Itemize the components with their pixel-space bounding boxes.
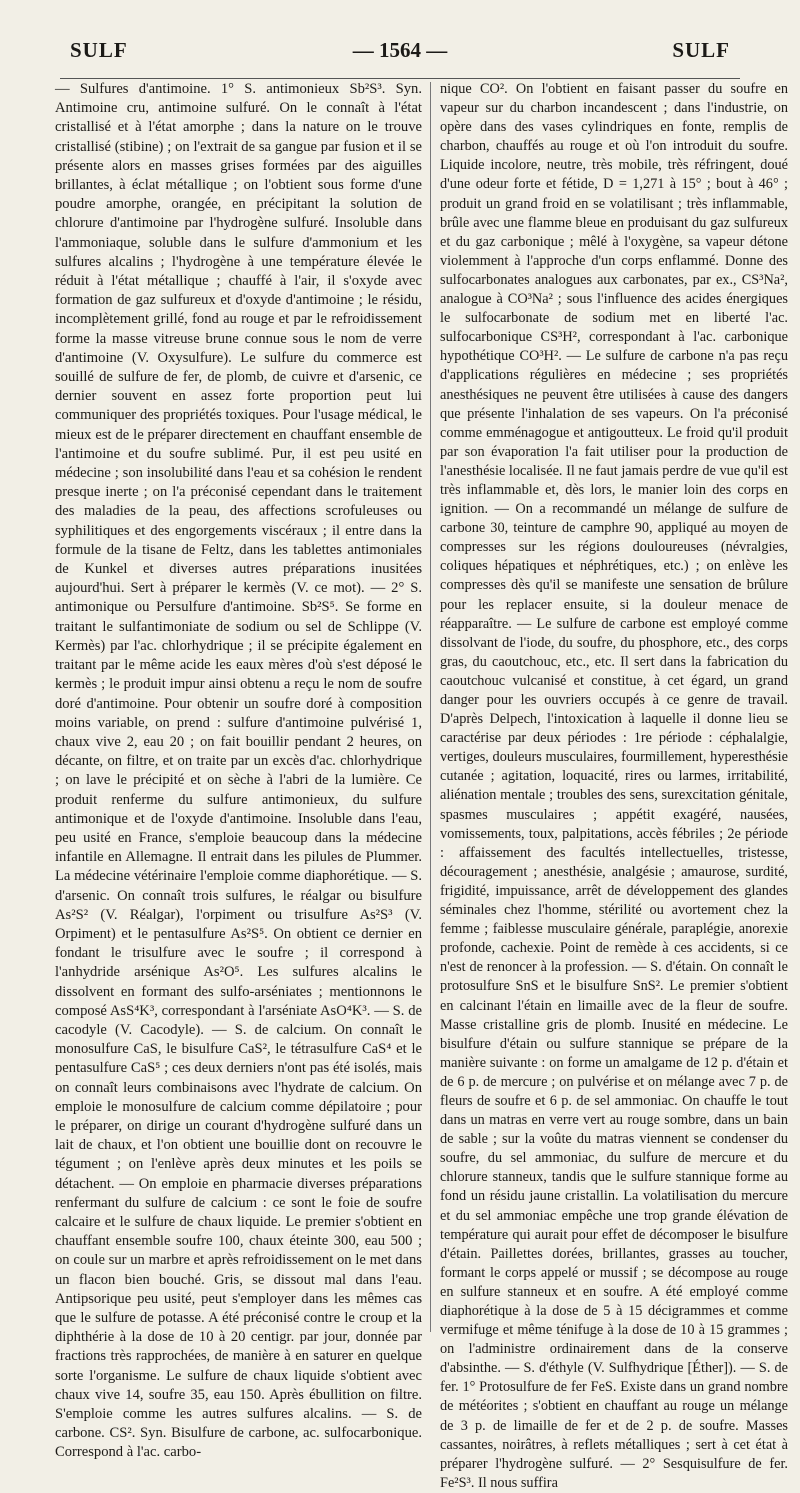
right-text-column <box>440 80 788 1491</box>
left-column-text: — Sulfures d'antimoine. 1° S. antimonieux Sb²S³. Syn. Antimoine cru, antimoine sulfuré. On le connaît à l'état cristallisé et à l'état amorphe ; dans la nature on le trouve cristallisé (stibine) ; on l'extrait de sa gangue par fusion et il se présente alors en masses grises formées par des aiguilles brillantes, à éclat métallique ; on l'obtient sous forme d'une poudre amorphe, orangée, en précipitant la solution de chlorure d'antimoine par l'hydrogène sulfuré. Insoluble dans l'ammoniaque, soluble dans le sulfure d'ammonium et les sulfures alcalins ; l'hydrogène à une température élevée le réduit à l'état métallique ; chauffé à l'air, il s'oxyde avec formation de gaz sulfureux et d'oxyde d'antimoine ; le résidu, incomplètement grillé, fond au rouge et par le refroidissement forme la masse vitreuse brune connue sous le nom de verre d'antimoine (V. Oxysulfure). Le sulfure du commerce est souillé de sulfure de fer, de plomb, de cuivre et d'arsenic, ce dernier souvent en assez forte proportion peut lui communiquer des propriétés toxiques. Pour l'usage médical, le mieux est de le préparer directement en chauffant ensemble de l'antimoine et du soufre sublimé. Pur, il est peu usité en médecine ; son insolubilité dans l'eau et sa cohésion le rendent presque inerte ; on l'a préconisé cependant dans le traitement des maladies de la peau, des affections scrofuleuses ou syphilitiques et des engorgements viscéraux ; il entre dans la formule de la tisane de Feltz, dans les tablettes antimoniales de Kunkel et diverses autres préparations inusitées aujourd'hui. Sert à préparer le kermès (V. ce mot). — 2° S. antimonique ou Persulfure d'antimoine. Sb²S⁵. Se forme en traitant le sulfantimoniate de sodium ou sel de Schlippe (V. Kermès) par l'ac. chlorhydrique ; il se précipite également en traitant par le même acide les eaux mères d'où s'est déposé le kermès ; le produit impur ainsi obtenu a reçu le nom de soufre doré d'antimoine. Pour obtenir un soufre doré à composition moins variable, on prend : sulfure d'antimoine pulvérisé 1, chaux vive 2, eau 20 ; on fait bouillir pendant 2 heures, on décante, on filtre, et on traite par un excès d'ac. chlorhydrique ; on lave le précipité et on sèche à l'abri de la lumière. Ce produit renferme du sulfure antimonieux, du sulfure antimonique et de l'oxyde d'antimoine. Insoluble dans l'eau, peu usité en France, s'emploie beaucoup dans la médecine infantile en Allemagne. Il entrait dans les pilules de Plummer. La médecine vétérinaire l'emploie comme diaphorétique. — S. d'arsenic. On connaît trois sulfures, le réalgar ou bisulfure As²S² (V. Réalgar), l'orpiment ou trisulfure As²S³ (V. Orpiment) et le pentasulfure As²S⁵. On obtient ce dernier en fondant le trisulfure avec le soufre ; il correspond à l'anhydride arsénique As²O⁵. Les sulfures alcalins le dissolvent en formant des sulfo-arséniates ; mentionnons le composé AsS⁴K³, correspondant à l'arséniate AsO⁴K³. — S. de cacodyle (V. Cacodyle). — S. de calcium. On connaît le monosulfure CaS, le bisulfure CaS², le tétrasulfure CaS⁴ et le pentasulfure CaS⁵ ; ces deux derniers n'ont pas été isolés, mais on connaît leurs combinaisons avec l'hydrate de calcium. On emploie le monosulfure de calcium comme dépilatoire ; pour le préparer, on dirige un courant d'hydrogène sulfuré dans un lait de chaux, et l'on obtient une bouillie dont on recouvre le tégument ; on l'enlève après deux minutes et les poils se détachent. — On emploie en pharmacie diverses préparations renfermant du sulfure de calcium : ce sont le foie de soufre calcaire et le sulfure de chaux liquide. Le premier s'obtient en chauffant ensemble soufre 100, chaux éteinte 300, eau 500 ; on coule sur un marbre et après refroidissement on le met dans un flacon bien bouché. Gris, se dissout mal dans l'eau. Antipsorique peu usité, peut s'employer dans les mêmes cas que le sulfure de potasse. A été préconisé contre le croup et la diphthérie à la dose de 10 à 20 centigr. par jour, donnée par fractions très rapprochées, de manière à en saturer en quelque sorte l'organisme. Le sulfure de chaux liquide s'obtient avec chaux vive 14, soufre 35, eau 150. Après ébullition on filtre. S'emploie comme les autres sulfures alcalins. — S. de carbone. CS². Syn. Bisulfure de carbone, ac. sulfocarbonique. Correspond à l'ac. carbo- <box>55 81 422 1461</box>
header-running-title-right: SULF <box>672 38 730 62</box>
column-divider <box>430 82 431 1332</box>
page-header <box>60 38 740 79</box>
header-running-title-left: SULF <box>70 38 128 62</box>
right-column-text: nique CO². On l'obtient en faisant passer du soufre en vapeur sur du charbon incandescent ; dans l'industrie, on opère dans des vases cylindriques en fonte, remplis de charbon, chauffés au rouge et où l'on introduit du soufre. Liquide incolore, neutre, très mobile, très réfringent, doué d'une odeur forte et fétide, D = 1,271 à 15° ; bout à 46° ; produit un grand froid en se volatilisant ; très inflammable, brûle avec une flamme bleue en produisant du gaz sulfureux et du gaz carbonique ; mêlé à l'oxygène, sa vapeur détone violemment à l'approche d'un corps enflammé. Donne des sulfocarbonates analogues aux carbonates, par ex., CS³Na², analogue à CO³Na² ; sous l'influence des acides énergiques le sulfocarbonate de sodium met en liberté l'ac. sulfocarbonique CS³H², correspondant à l'ac. carbonique hypothétique CO³H². — Le sulfure de carbone n'a pas reçu d'applications régulières en médecine ; ses propriétés anesthésiques ne peuvent être utilisées à cause des dangers que présente l'inhalation de ses vapeurs. On l'a préconisé comme emménagogue et antigoutteux. Le froid qu'il produit par son évaporation l'a fait utiliser pour la production de l'anesthésie localisée. Il ne faut jamais perdre de vue qu'il est très inflammable et, dès lors, le manier loin des corps en ignition. — On a recommandé un mélange de sulfure de carbone 30, teinture de camphre 90, appliqué au moyen de compresses sur les régions douloureuses (névralgies, coliques hépatiques et néphrétiques, etc.) ; on enlève les compresses dès qu'il se manifeste une sensation de brûlure pour les replacer ensuite, si la douleur menace de réapparaître. — Le sulfure de carbone est employé comme dissolvant de l'iode, du soufre, du phosphore, etc., des corps gras, du caoutchouc, etc., etc. Il sert dans la fabrication du caoutchouc vulcanisé et constitue, à cet égard, un grand danger pour les ouvriers occupés à ce genre de travail. D'après Delpech, l'intoxication à laquelle il donne lieu se caractérise par deux périodes : 1re période : céphalalgie, vertiges, douleurs musculaires, fourmillement, hyperesthésie cutanée ; agitation, loquacité, rires ou larmes, irritabilité, aliénation mentale ; troubles des sens, surexcitation génitale, spasmes musculaires ; appétit exagéré, nausées, vomissements, toux, palpitations, accès fébriles ; 2e période : affaissement des facultés intellectuelles, tristesse, découragement ; anesthésie, analgésie ; amaurose, surdité, frigidité, impuissance, arrêt de développement des glandes séminales chez l'homme, stérilité ou avortement chez la femme ; faiblesse musculaire générale, paraplégie, anorexie profonde, cachexie. Point de remède à ces accidents, si ce n'est de renoncer à la profession. — S. d'étain. On connaît le protosulfure SnS et le bisulfure SnS². Le premier s'obtient en calcinant l'étain en limaille avec de la fleur de soufre. Masse cristalline gris de plomb. Inusité en médecine. Le bisulfure d'étain ou sulfure stannique se prépare de la manière suivante : on forme un amalgame de 12 p. d'étain et de 6 p. de mercure ; on pulvérise et on mélange avec 7 p. de fleurs de soufre et 6 p. de sel ammoniac. On chauffe le tout dans un matras en verre vert au rouge sombre, dans un bain de sable ; sur la voûte du matras viennent se condenser du soufre, du sel ammoniac, du sulfure de mercure et du chlorure stanneux, tandis que le sulfure stannique forme au fond un résidu jaune cristallin. La volatilisation du mercure et du sel ammoniac empêche une trop grande élévation de température qui aurait pour effet de décomposer le bisulfure d'étain. Paillettes dorées, brillantes, grasses au toucher, formant le corps appelé or mussif ; se décompose au rouge en sulfure stanneux et en soufre. A été employé comme diaphorétique à la dose de 5 à 15 décigrammes et comme vermifuge et même ténifuge à la dose de 10 à 15 grammes ; on l'administre ordinairement dans de la conserve d'absinthe. — S. d'éthyle (V. Sulfhydrique [Éther]). — S. de fer. 1° Protosulfure de fer FeS. Existe dans un grand nombre de météorites ; s'obtient en chauffant au rouge un mélange de 3 p. de limaille de fer et de 2 p. de soufre. Masses cassantes, noirâtres, à reflets métalliques ; sert à cet état à préparer l'hydrogène sulfuré. — 2° Sesquisulfure de fer. Fe²S³. Il nous suffira <box>440 81 788 1491</box>
page-number: — 1564 — <box>352 38 448 62</box>
left-text-column <box>55 80 422 1461</box>
